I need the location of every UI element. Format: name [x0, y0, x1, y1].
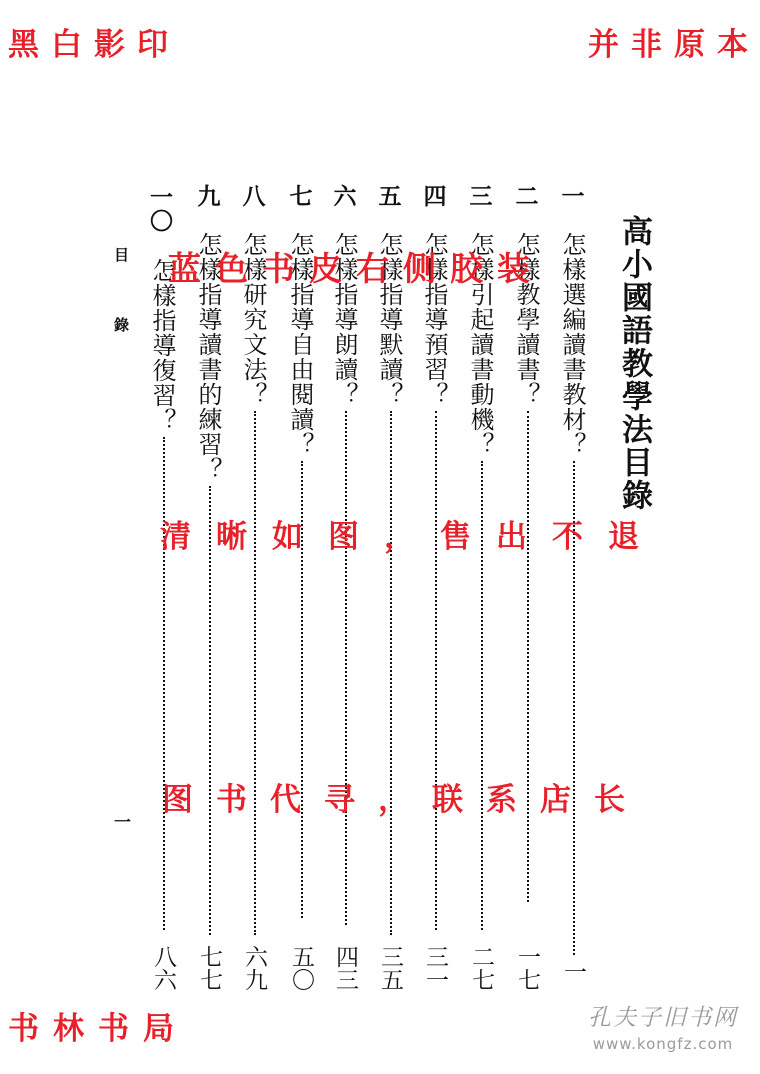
toc-dot-leader — [163, 437, 165, 930]
toc-number: 八 — [242, 183, 266, 210]
margin-label-lu: 錄 — [114, 316, 130, 334]
document-title: 高小國語教學法目錄 — [616, 215, 652, 512]
toc-entry-title: 怎樣指導朗讀？ — [330, 232, 358, 407]
toc-page-number: 三五 — [377, 945, 403, 991]
stamp-bookshop-name: 书林书局 — [8, 1011, 188, 1047]
toc-page-number: 七七 — [196, 945, 222, 991]
toc-entry-title: 怎樣指導默讀？ — [375, 232, 403, 407]
toc-dot-leader — [527, 411, 529, 902]
toc-entry-title: 怎樣指導自由閱讀？ — [286, 232, 314, 457]
toc-number: 二 — [515, 183, 539, 210]
toc-entry-title: 怎樣選編讀書教材？ — [558, 232, 586, 457]
toc-number: 七 — [289, 183, 313, 210]
toc-page-number: 八六 — [150, 945, 176, 991]
toc-number: 五 — [378, 183, 402, 210]
stamp-not-original: 并非原本 — [588, 27, 760, 63]
toc-number: 三 — [469, 183, 493, 210]
watermark-url: www.kongfz.com — [592, 1035, 734, 1054]
toc-number: 一〇 — [146, 185, 173, 233]
toc-page-number: 一 — [560, 960, 586, 983]
toc-number: 九 — [197, 183, 221, 210]
site-watermark — [578, 1006, 748, 1053]
toc-number: 一 — [561, 183, 585, 210]
toc-entry-title: 怎樣引起讀書動機？ — [466, 232, 494, 457]
toc-page-number: 三一 — [422, 945, 448, 991]
overlay-book-search-note: 图书代寻，联系店长 — [162, 782, 648, 818]
toc-page-number: 一七 — [514, 945, 540, 991]
toc-dot-leader — [254, 411, 256, 935]
toc-dot-leader — [345, 411, 347, 925]
toc-entry-title: 怎樣教學讀書？ — [512, 232, 540, 407]
toc-page-number: 二七 — [468, 945, 494, 991]
toc-entry-title: 怎樣指導復習？ — [148, 258, 176, 433]
toc-page-number: 五〇 — [288, 945, 314, 991]
overlay-no-returns-note: 清晰如图，售出不退 — [160, 519, 664, 555]
toc-page-number: 六九 — [241, 945, 267, 991]
toc-entry-title: 怎樣指導讀書的練習？ — [194, 232, 222, 482]
overlay-binding-note: 蓝色书皮右侧胶装 — [168, 249, 544, 288]
stamp-black-white-copy: 黑白影印 — [8, 27, 180, 63]
toc-dot-leader — [435, 411, 437, 930]
toc-number: 四 — [423, 183, 447, 210]
toc-page-number: 四三 — [332, 945, 358, 991]
watermark-brand: 孔夫子旧书网 — [588, 1005, 738, 1031]
toc-entry-title: 怎樣研究文法？ — [239, 232, 267, 407]
margin-page-number: 一 — [114, 813, 131, 833]
toc-entry-title: 怎樣指導預習？ — [420, 232, 448, 407]
toc-dot-leader — [390, 411, 392, 935]
margin-label-mu: 目 — [114, 246, 130, 264]
toc-number: 六 — [333, 183, 357, 210]
